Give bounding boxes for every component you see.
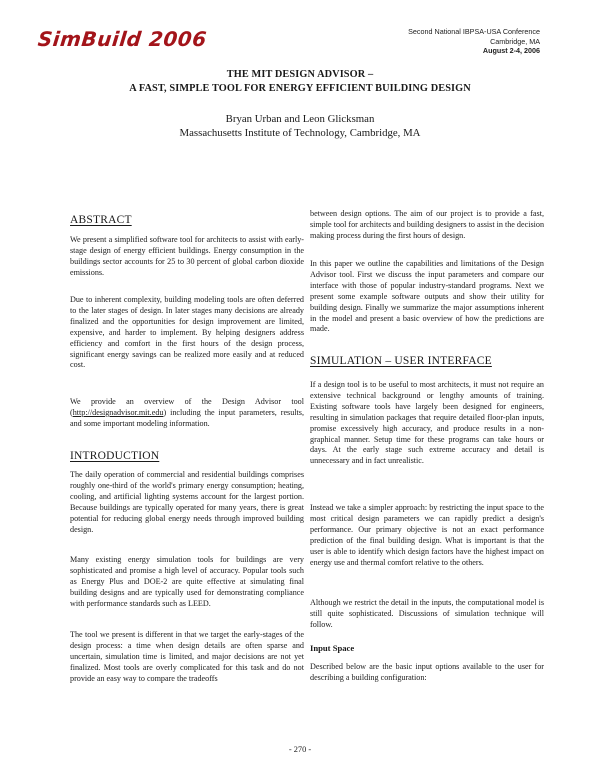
introduction-paragraph-4: between design options. The aim of our project is to provide a fast, simple tool for architects and building designers to assist in the decision making process during the first hours of design. xyxy=(310,209,545,240)
title-line-1: THE MIT DESIGN ADVISOR – xyxy=(226,69,374,80)
authors-block xyxy=(40,112,560,140)
abstract-paragraph-1: We present a simplified software tool for architects to assist with early-stage design of energy efficient buildings. Energy consumption in the buildings sector accounts for 25 to 30 percent of global carbon dioxide emissions. xyxy=(70,235,304,277)
author-names: Bryan Urban and Leon Glicksman xyxy=(225,113,375,125)
simbuild-logo: SimBuild 2006 xyxy=(36,27,209,51)
title-line-2: A FAST, SIMPLE TOOL FOR ENERGY EFFICIENT BUILDING DESIGN xyxy=(129,83,471,94)
introduction-paragraph-5: In this paper we outline the capabilities and limitations of the Design Advisor tool. First we discuss the input parameters and compare our interface with those of popular industry-standard programs. Next we present some example software outputs and show their utility for building design. Finally we summarize the major assumptions inherent in the model and present a basic overview of how the predictions are made. xyxy=(310,259,544,334)
abstract-paragraph-2: Due to inherent complexity, building modeling tools are often deferred to the later stages of design. In later stages many decisions are already finalized and the opportunities for design improvement are limited, expensive, and harder to implement. By helping designers address efficiency and comfort in the first hours of the design process, significant energy savings can be realized more easily and at reduced cost. xyxy=(70,295,304,370)
simulation-paragraph-4: Described below are the basic input options available to the user for describing a building configuration: xyxy=(310,662,544,682)
conference-name: Second National IBPSA-USA Conference xyxy=(408,27,540,36)
simulation-paragraph-1: If a design tool is to be useful to most architects, it must not require an extensive technical background or lengthy amounts of training. Existing software tools have largely been designed for engineers, resulting in simulation packages that require detailed floor-plan inputs, promise excessively high accuracy, and produce results in a non-graphical manner. Setup time for these programs can take hours or days. At the early stage such extreme accuracy and detail is unnecessary and in fact unrealistic. xyxy=(310,380,544,466)
conference-info xyxy=(408,27,540,56)
conference-dates: August 2-4, 2006 xyxy=(482,46,540,56)
simulation-paragraph-2: Instead we take a simpler approach: by restricting the input space to the most critical design parameters we can rapidly predict a design's performance. Our primary objective is not an exact performance prediction of the final building design. What is important is that the user is able to identify which design factors have the highest impact on energy use and thermal comfort relative to the others. xyxy=(310,503,544,567)
page-number: - 270 - xyxy=(288,745,312,754)
paper-title xyxy=(40,68,560,96)
abstract-paragraph-3 xyxy=(70,397,304,430)
introduction-paragraph-3: The tool we present is different in that we target the early-stages of the design process: a time when design details are often sparse and uncertain, simulation time is limited, and major decisions are not yet finalized. Most tools are overly complicated for this task and do not provide an easy way to compare the tradeoffs xyxy=(70,630,304,683)
abstract-heading: ABSTRACT xyxy=(70,214,132,226)
introduction-paragraph-2: Many existing energy simulation tools for buildings are very sophisticated and promise a high level of accuracy. Popular tools such as Energy Plus and DOE-2 are quite effective at simulating final building designs and are typically used for demonstrating compliance with performance standards such as LEED. xyxy=(70,555,304,608)
introduction-paragraph-1: The daily operation of commercial and residential buildings comprises roughly one-third of the world's primary energy consumption; heating, cooling, and artificial lighting systems account for the largest portion. Because buildings are typically operated for many years, there is great potential for reducing global energy needs through improved building design. xyxy=(70,470,304,534)
author-affiliation: Massachusetts Institute of Technology, Cambridge, MA xyxy=(179,127,421,139)
simulation-heading: SIMULATION – USER INTERFACE xyxy=(310,355,492,367)
introduction-heading: INTRODUCTION xyxy=(70,450,160,462)
design-advisor-link[interactable]: http://designadvisor.mit.edu xyxy=(72,407,164,417)
conference-location: Cambridge, MA xyxy=(490,36,540,46)
input-space-subheading: Input Space xyxy=(310,643,355,653)
simulation-paragraph-3: Although we restrict the detail in the inputs, the computational model is still quite sophisticated. Discussions of simulation technique will follow. xyxy=(310,598,544,629)
abstract-p3-text-after: ) including the input parameters, results, and some important modeling information. xyxy=(70,407,304,428)
abstract-p3-text-before: We provide an overview of the Design Advisor tool ( xyxy=(70,397,304,417)
